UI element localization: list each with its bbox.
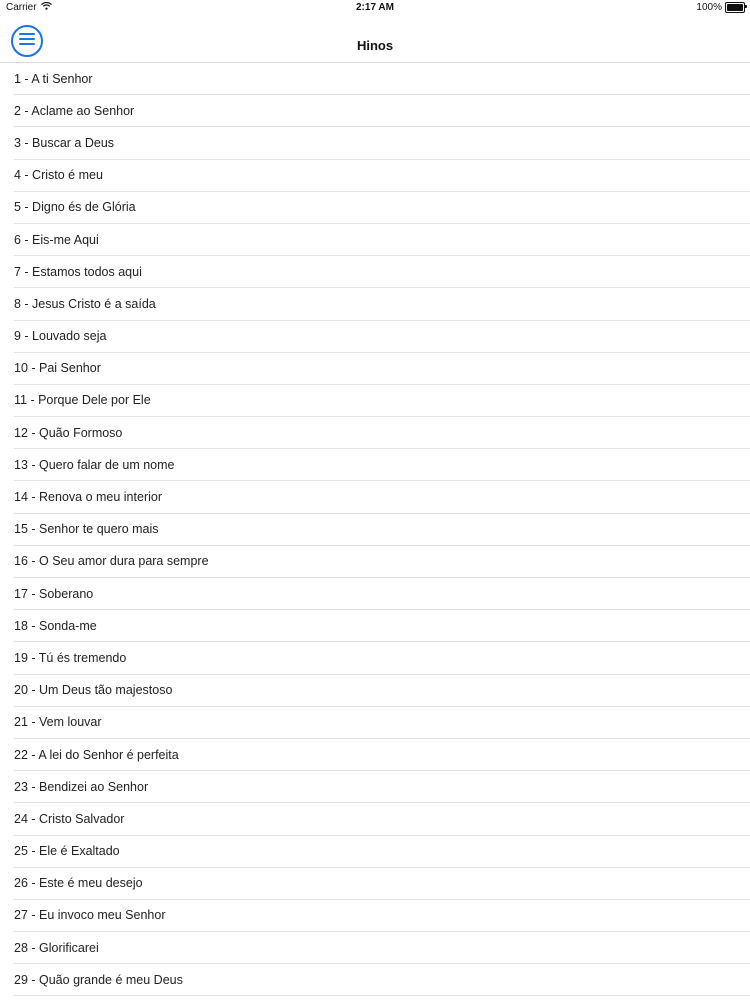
hymn-title: 6 - Eis-me Aqui xyxy=(14,232,99,247)
hymn-title: 28 - Glorificarei xyxy=(14,940,99,955)
hymn-title: 15 - Senhor te quero mais xyxy=(14,522,159,537)
status-right xyxy=(696,2,745,13)
hymn-list-item[interactable] xyxy=(14,417,750,449)
hymn-title: 11 - Porque Dele por Ele xyxy=(14,393,151,408)
hymn-list-item[interactable] xyxy=(14,353,750,385)
hymn-list-item[interactable] xyxy=(14,675,750,707)
hymn-title: 4 - Cristo é meu xyxy=(14,168,103,183)
hymn-list-item[interactable] xyxy=(14,707,750,739)
hymn-list-item[interactable] xyxy=(14,321,750,353)
hymn-list-item[interactable] xyxy=(14,224,750,256)
hymn-title: 20 - Um Deus tão majestoso xyxy=(14,683,173,698)
hymn-title: 29 - Quão grande é meu Deus xyxy=(14,972,183,987)
hymn-list-item[interactable] xyxy=(14,288,750,320)
hymn-title: 1 - A ti Senhor xyxy=(14,71,93,86)
hymn-title: 27 - Eu invoco meu Senhor xyxy=(14,908,166,923)
hymn-title: 21 - Vem louvar xyxy=(14,715,102,730)
hymn-title: 8 - Jesus Cristo é a saída xyxy=(14,296,156,311)
hymn-list-item[interactable] xyxy=(14,514,750,546)
hymn-list-item[interactable] xyxy=(14,739,750,771)
status-time: 2:17 AM xyxy=(356,2,394,13)
hymn-title: 7 - Estamos todos aqui xyxy=(14,264,142,279)
battery-level-fill xyxy=(727,4,743,11)
hymn-list-item[interactable] xyxy=(14,932,750,964)
hymn-list-item[interactable] xyxy=(14,63,750,95)
hymn-title: 3 - Buscar a Deus xyxy=(14,135,115,150)
hymn-list-item[interactable] xyxy=(14,160,750,192)
navigation-bar xyxy=(0,16,750,63)
hymn-list-item[interactable] xyxy=(14,449,750,481)
hymn-list-item[interactable] xyxy=(14,610,750,642)
hymn-list-item[interactable] xyxy=(14,95,750,127)
hymn-title: 16 - O Seu amor dura para sempre xyxy=(14,554,209,569)
hymn-title: 10 - Pai Senhor xyxy=(14,361,101,376)
hymn-title: 13 - Quero falar de um nome xyxy=(14,457,175,472)
battery-percent: 100% xyxy=(696,2,722,13)
hymn-list-item[interactable] xyxy=(14,868,750,900)
hymn-list-item[interactable] xyxy=(14,771,750,803)
hymn-title: 9 - Louvado seja xyxy=(14,329,107,344)
hymn-title: 14 - Renova o meu interior xyxy=(14,490,162,505)
hymn-title: 26 - Este é meu desejo xyxy=(14,876,143,891)
hymn-title: 22 - A lei do Senhor é perfeita xyxy=(14,747,179,762)
hymn-title: 25 - Ele é Exaltado xyxy=(14,844,120,859)
hymn-list-item[interactable] xyxy=(14,385,750,417)
hymn-list-item[interactable] xyxy=(14,256,750,288)
hymn-list-item[interactable] xyxy=(14,803,750,835)
hymn-list-item[interactable] xyxy=(14,578,750,610)
hymn-title: 12 - Quão Formoso xyxy=(14,425,123,440)
hymn-title: 24 - Cristo Salvador xyxy=(14,811,125,826)
hymn-list-item[interactable] xyxy=(14,481,750,513)
hymn-title: 2 - Aclame ao Senhor xyxy=(14,103,135,118)
hymn-list-item[interactable] xyxy=(14,964,750,996)
hymn-list-item[interactable] xyxy=(14,642,750,674)
hymn-title: 18 - Sonda-me xyxy=(14,618,97,633)
hymn-list-item[interactable] xyxy=(14,900,750,932)
hymn-list-item[interactable] xyxy=(14,192,750,224)
hymn-title: 5 - Digno és de Glória xyxy=(14,200,136,215)
hymn-title: 17 - Soberano xyxy=(14,586,94,601)
hymn-title: 19 - Tú és tremendo xyxy=(14,650,127,665)
hymn-title: 23 - Bendizei ao Senhor xyxy=(14,779,149,794)
carrier-label: Carrier xyxy=(6,2,37,13)
hymn-list-item[interactable] xyxy=(14,546,750,578)
battery-icon xyxy=(725,2,745,13)
status-bar xyxy=(0,0,750,16)
hymn-list-item[interactable] xyxy=(14,836,750,868)
hymn-list xyxy=(0,63,750,996)
page-title: Hinos xyxy=(356,38,394,53)
hymn-list-item[interactable] xyxy=(14,127,750,159)
